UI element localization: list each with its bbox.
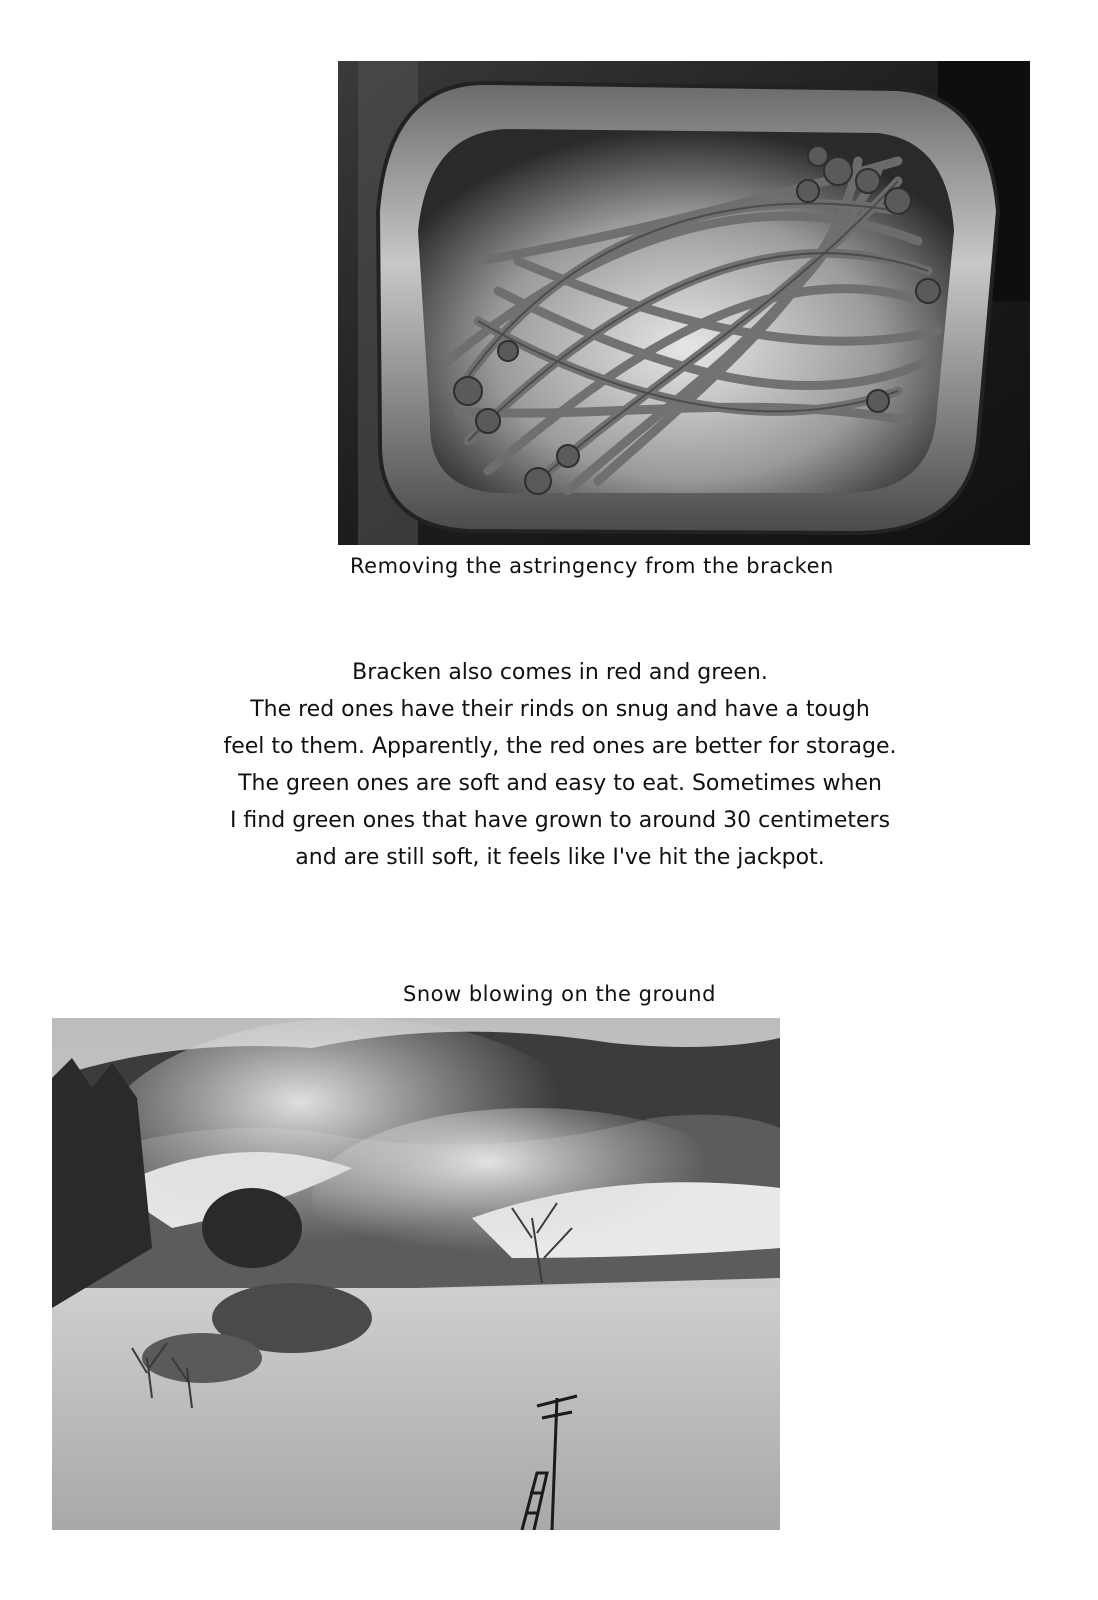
bracken-tray-illustration bbox=[338, 61, 1030, 545]
body-paragraph bbox=[120, 654, 1000, 876]
body-line: Bracken also comes in red and green. bbox=[352, 660, 768, 685]
snow-landscape-photo bbox=[52, 1018, 780, 1530]
top-photo-caption: Removing the astringency from the bracken bbox=[350, 554, 834, 578]
snow-landscape-illustration bbox=[52, 1018, 780, 1530]
body-line: The red ones have their rinds on snug and have a tough bbox=[250, 697, 870, 722]
body-line: feel to them. Apparently, the red ones are better for storage. bbox=[223, 734, 897, 759]
bracken-tray-photo bbox=[338, 61, 1030, 545]
bottom-photo-caption: Snow blowing on the ground bbox=[403, 982, 716, 1006]
body-line: The green ones are soft and easy to eat. Sometimes when bbox=[238, 771, 882, 796]
body-line: and are still soft, it feels like I've hit the jackpot. bbox=[295, 845, 825, 870]
body-line: I find green ones that have grown to around 30 centimeters bbox=[229, 808, 891, 833]
